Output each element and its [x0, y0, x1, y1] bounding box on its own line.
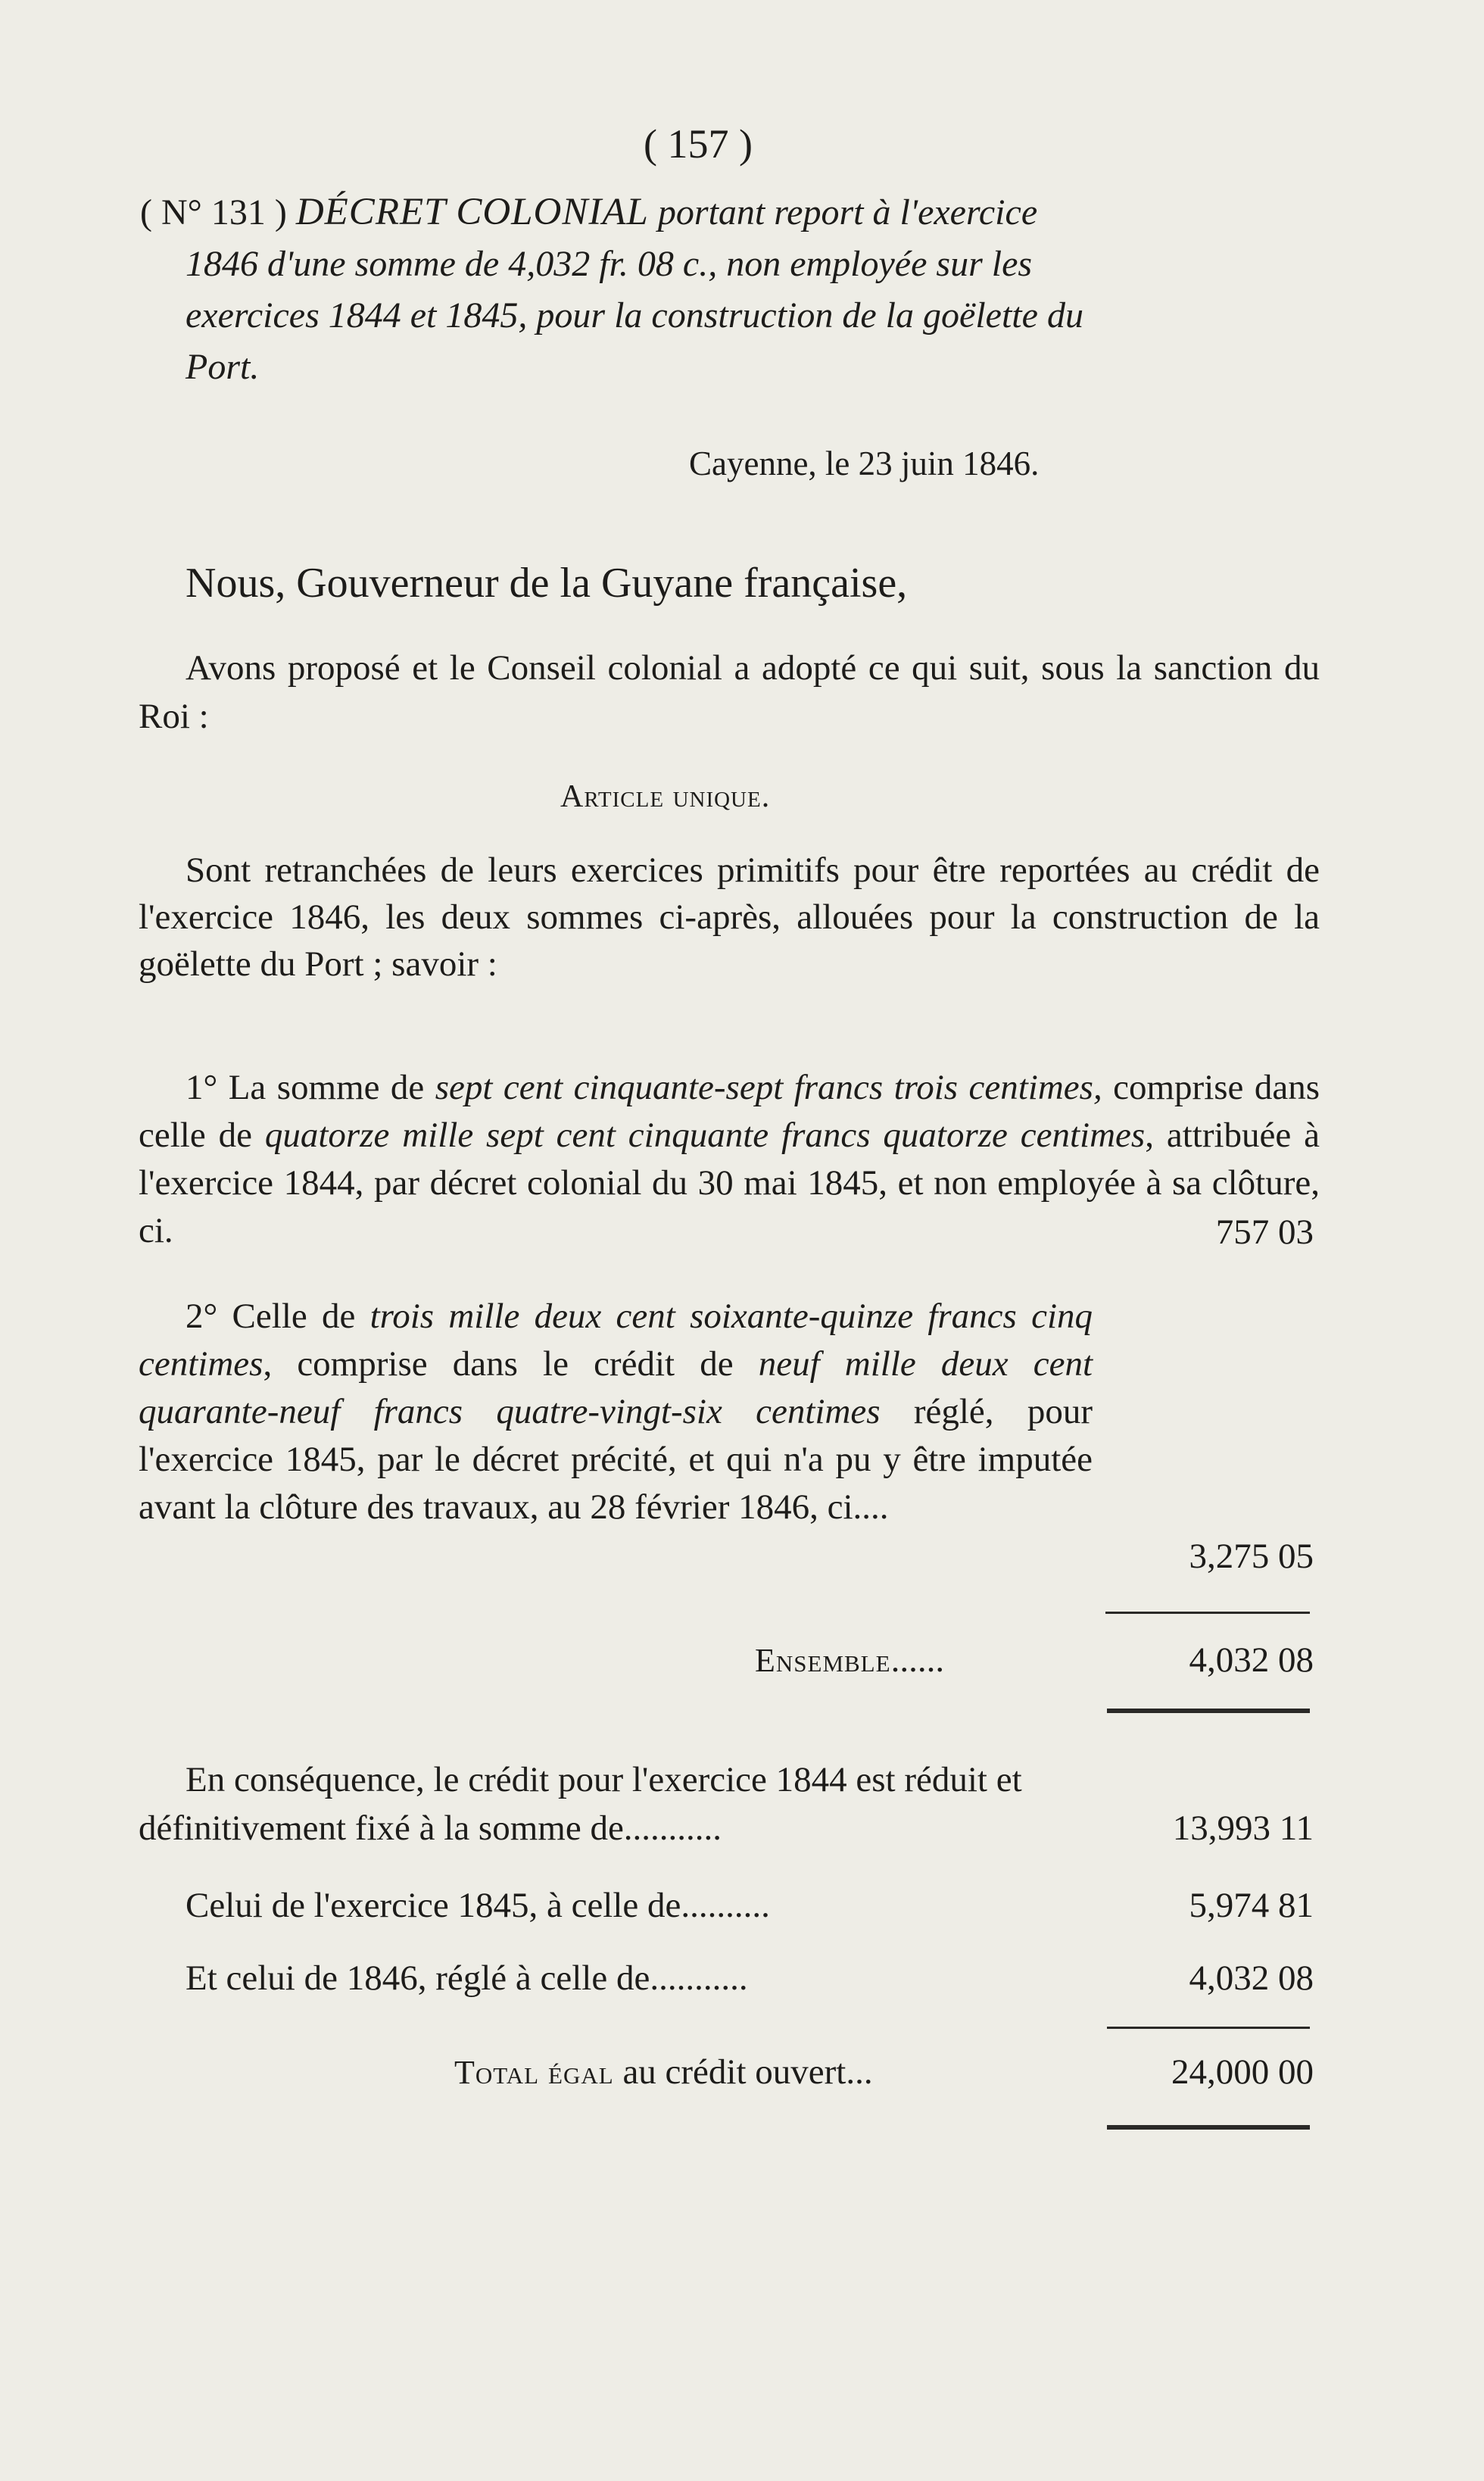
item-1-amount: 757 03: [1215, 1212, 1314, 1252]
article-intro-paragraph: Sont retranchées de leurs exercices primitifs pour être reportées au crédit de l'exercice 1846, les deux sommes ci-après, allouées pour la construction de la goëlette du Port ; savoir :: [139, 850, 1320, 984]
item-2-amount: 3,275 05: [1189, 1537, 1314, 1576]
decree-number: ( N° 131 ): [140, 192, 287, 232]
ensemble-label: [755, 1636, 944, 1685]
item-2-mid2: réglé, pour l'exercice 1845, par le décret précité, et qui n'a pu y être imputée avant la clôture des travaux, au 28 février 1846, ci....: [139, 1392, 1093, 1527]
row-1845-label: Celui de l'exercice 1845, à celle de..........: [186, 1886, 770, 1925]
item-1-paragraph: [139, 1064, 1320, 1255]
ensemble-label-text: Ensemble: [755, 1642, 891, 1679]
item-1-amount-words: sept cent cinquante-sept francs trois centimes,: [435, 1068, 1102, 1107]
decree-heading: [140, 186, 1321, 393]
item-1-mid1: comprise dans celle de: [139, 1068, 1320, 1155]
decree-title-main: DÉCRET COLONIAL: [295, 191, 649, 233]
consequence-amount: 13,993 11: [1172, 1808, 1314, 1848]
decree-title-rest: portant report à l'exercice: [648, 192, 1038, 232]
decree-title-line2: 1846 d'une somme de 4,032 fr. 08 c., non employée sur les: [186, 244, 1033, 284]
row-1846-label: Et celui de 1846, réglé à celle de...........: [186, 1958, 748, 1998]
article-title: Article unique.: [560, 779, 771, 814]
total-double-rule: [1107, 2125, 1310, 2130]
item-2-prefix: 2° Celle de: [186, 1297, 370, 1336]
item-1-prefix: 1° La somme de: [186, 1068, 435, 1107]
ensemble-amount: 4,032 08: [1189, 1640, 1314, 1680]
total-label: [454, 2048, 873, 2097]
item-2-mid1: , comprise dans le crédit de: [263, 1344, 759, 1384]
item-1-mid2: , attribuée à l'exercice 1844, par décret colonial du 30 mai 1845, et non employée à sa clôture, ci.: [139, 1116, 1320, 1250]
item-2-amount-words: trois mille deux cent soixante-quinze francs cinq centimes: [139, 1297, 1093, 1384]
row-1845-amount: 5,974 81: [1189, 1886, 1314, 1925]
ensemble-dots: ......: [890, 1640, 945, 1680]
place-date: Cayenne, le 23 juin 1846.: [689, 445, 1040, 482]
item-1-reference-words: quatorze mille sept cent cinquante francs quatorze centimes: [264, 1116, 1146, 1155]
decree-title-line3: exercices 1844 et 1845, pour la construction de la goëlette du: [186, 295, 1083, 335]
decree-title-line4: Port.: [186, 347, 260, 387]
row-1846-amount: 4,032 08: [1189, 1958, 1314, 1998]
item-2-reference-words: neuf mille deux cent quarante-neuf francs quatre-vingt-six centimes: [139, 1344, 1093, 1431]
total-label-sc: Total égal: [454, 2054, 614, 2091]
total-amount: 24,000 00: [1171, 2052, 1314, 2092]
governor-line: Nous, Gouverneur de la Guyane française,: [186, 560, 908, 607]
page-number: ( 157 ): [644, 121, 753, 167]
total-label-rest: au crédit ouvert...: [613, 2052, 873, 2092]
subtotal-rule: [1105, 1612, 1310, 1614]
consequence-paragraph: En conséquence, le crédit pour l'exercice 1844 est réduit et définitivement fixé à la somme de...........: [139, 1760, 1022, 1848]
preamble-paragraph: Avons proposé et le Conseil colonial a adopté ce qui suit, sous la sanction du Roi :: [139, 648, 1320, 736]
total-rule: [1107, 2027, 1310, 2029]
ensemble-double-rule: [1107, 1709, 1310, 1713]
item-2-paragraph: [139, 1293, 1093, 1531]
